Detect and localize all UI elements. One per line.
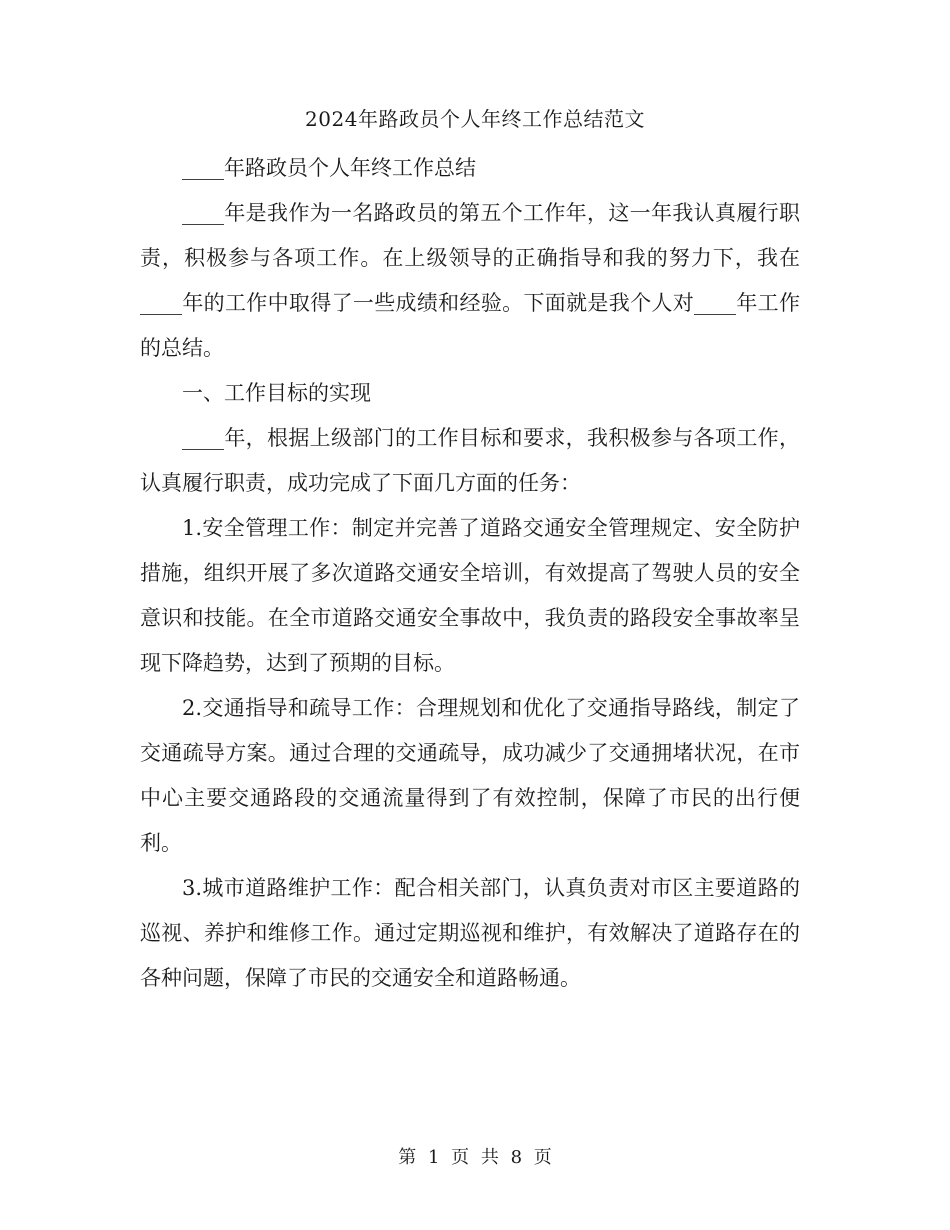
list-item-safety: 1.安全管理工作：制定并完善了道路交通安全管理规定、安全防护措施，组织开展了多次道路交通安全培训，有效提高了驾驶人员的安全意识和技能。在全市道路交通安全事故中，我负责的路段安全事故率呈现下降趋势，达到了预期的目标。 [140, 516, 800, 675]
paragraph-subtitle: ____年路政员个人年终工作总结 [182, 156, 476, 180]
list-item-maintenance: 3.城市道路维护工作：配合相关部门，认真负责对市区主要道路的巡视、养护和维修工作。通过定期巡视和维护，有效解决了道路存在的各种问题，保障了市民的交通安全和道路畅通。 [140, 876, 800, 990]
list-item-traffic: 2.交通指导和疏导工作：合理规划和优化了交通指导路线，制定了交通疏导方案。通过合理的交通疏导，成功减少了交通拥堵状况，在市中心主要交通路段的交通流量得到了有效控制，保障了市民的出行便利。 [140, 696, 800, 855]
document-body [140, 146, 800, 1001]
section-heading: 一、工作目标的实现 [182, 381, 371, 405]
document-title: 2024年路政员个人年终工作总结范文 [305, 107, 645, 131]
paragraph-goals: ____年，根据上级部门的工作目标和要求，我积极参与各项工作，认真履行职责，成功完成了下面几方面的任务： [140, 426, 800, 495]
page-number: 第 1 页 共 8 页 [398, 1147, 552, 1168]
paragraph-intro: ____年是我作为一名路政员的第五个工作年，这一年我认真履行职责，积极参与各项工作。在上级领导的正确指导和我的努力下，我在____年的工作中取得了一些成绩和经验。下面就是我个人对____年工作的总结。 [140, 201, 800, 360]
